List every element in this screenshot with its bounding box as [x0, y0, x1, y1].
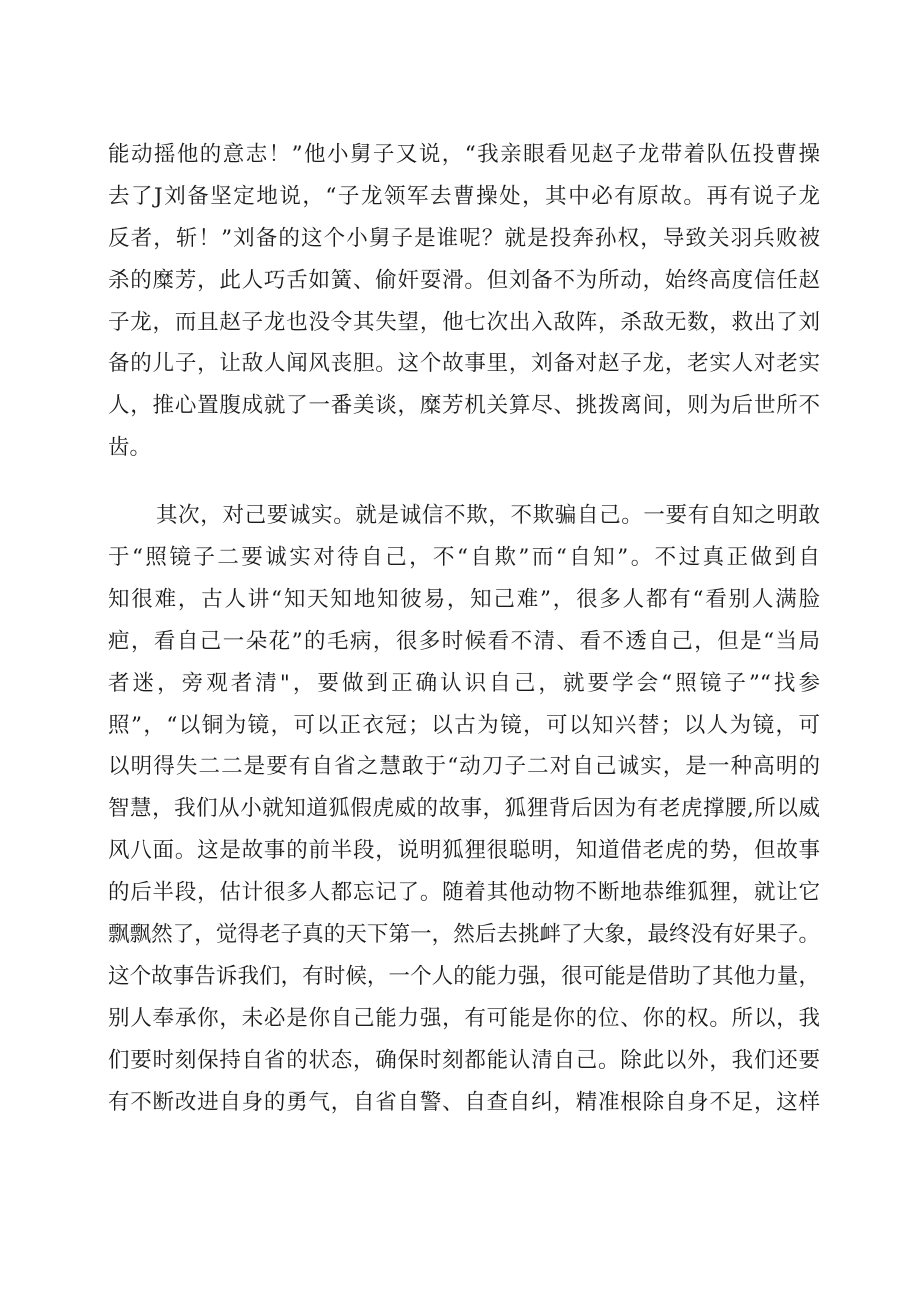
- text-line: 有不断改进自身的勇气，自省自警、自查自纠，精准根除自身不足，这样: [108, 1089, 820, 1115]
- text-line: 人，推心置腹成就了一番美谈，糜芳机关算尽、挑拨离间，则为后世所不: [108, 393, 820, 419]
- text-line: 知很难，古人讲“知天知地知彼易，知己难”，很多人都有“看别人满脸: [108, 586, 820, 612]
- paragraph-2: [108, 495, 820, 1123]
- text-line: 去了J刘备坚定地说，“子龙领军去曹操处，其中必有原故。再有说子龙: [108, 183, 820, 209]
- text-line: 于“照镜子二要诚实对待自己，不“自欺”而“自知”。不过真正做到自: [108, 545, 820, 571]
- text-line: 疤，看自己一朵花”的毛病，很多时候看不清、看不透自己，但是“当局: [108, 628, 820, 654]
- text-line: 反者，斩！”刘备的这个小舅子是谁呢？就是投奔孙权，导致关羽兵败被: [108, 225, 820, 251]
- text-line: 飘飘然了，觉得老子真的天下第一，然后去挑衅了大象，最终没有好果子。: [108, 922, 820, 948]
- text-line: 风八面。这是故事的前半段，说明狐狸很聪明，知道借老虎的势，但故事: [108, 838, 820, 864]
- text-line: 齿。: [108, 435, 152, 461]
- text-line: 别人奉承你，未必是你自己能力强，有可能是你的位、你的权。所以，我: [108, 1005, 820, 1031]
- text-line: 智慧，我们从小就知道狐假虎威的故事，狐狸背后因为有老虎撑腰,所以威: [108, 796, 820, 822]
- text-line: 其次，对己要诚实。就是诚信不欺，不欺骗自己。一要有自知之明敢: [156, 503, 820, 529]
- paragraph-1: [108, 134, 820, 469]
- text-line: 子龙，而且赵子龙也没令其失望，他七次出入敌阵，杀敌无数，救出了刘: [108, 309, 820, 335]
- text-line: 们要时刻保持自省的状态，确保时刻都能认清自己。除此以外，我们还要: [108, 1047, 820, 1073]
- paragraph-spacer: [108, 469, 820, 495]
- text-line: 照”，“以铜为镜，可以正衣冠；以古为镜，可以知兴替；以人为镜，可: [108, 712, 820, 738]
- text-line: 能动摇他的意志！”他小舅子又说，“我亲眼看见赵子龙带着队伍投曹操: [108, 142, 820, 167]
- text-line: 者迷，旁观者清"，要做到正确认识自己，就要学会“照镜子”“找参: [108, 670, 820, 696]
- text-line: 备的儿子，让敌人闻风丧胆。这个故事里，刘备对赵子龙，老实人对老实: [108, 351, 820, 377]
- body-text: [108, 134, 820, 1123]
- text-line: 杀的糜芳，此人巧舌如簧、偷奸耍滑。但刘备不为所动，始终高度信任赵: [108, 267, 820, 293]
- text-line: 的后半段，估计很多人都忘记了。随着其他动物不断地恭维狐狸，就让它: [108, 880, 820, 906]
- text-line: 这个故事告诉我们，有时候，一个人的能力强，很可能是借助了其他力量，: [108, 963, 820, 989]
- text-line: 以明得失二二是要有自省之慧敢于“动刀子二对自己诚实，是一种高明的: [108, 754, 820, 780]
